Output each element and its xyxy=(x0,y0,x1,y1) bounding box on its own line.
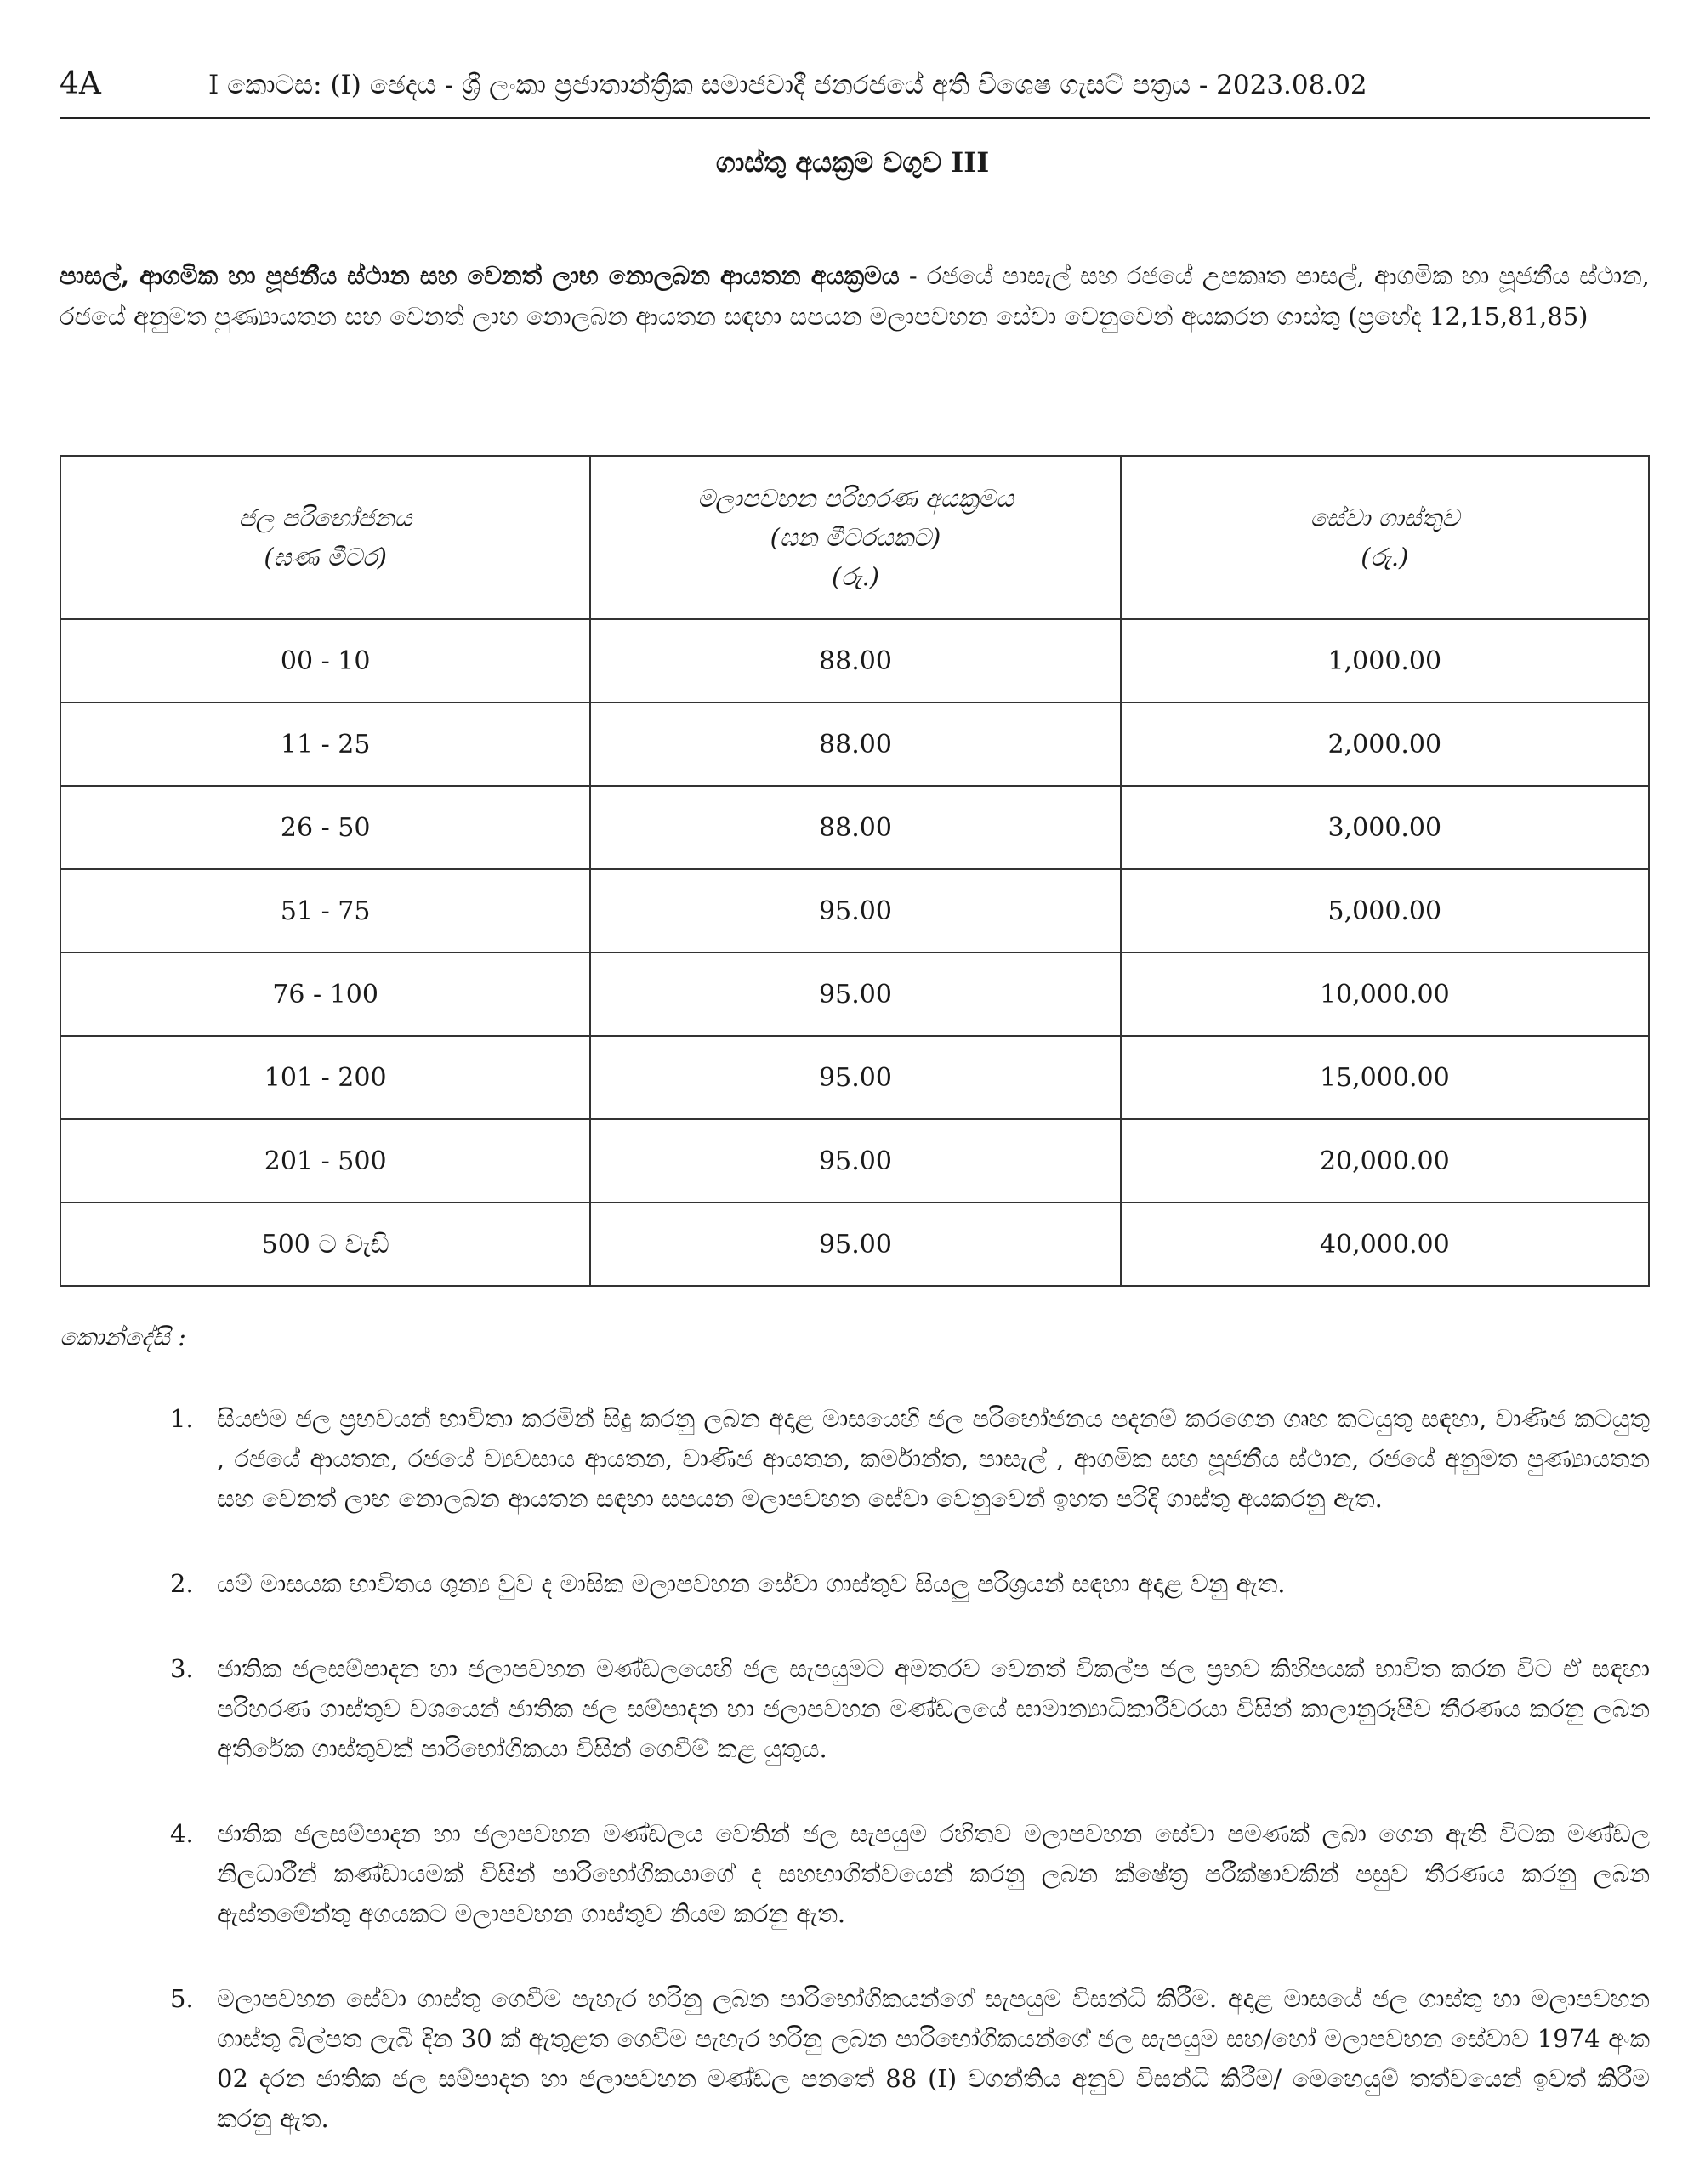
conditions-heading: කොන්දේසි : xyxy=(60,1322,186,1351)
table-row xyxy=(60,619,1649,702)
header-service-charge: සේවා ගාස්තුව (රු.) xyxy=(1121,456,1649,619)
cell-charge: 10,000.00 xyxy=(1121,953,1649,1036)
cell-rate: 95.00 xyxy=(590,953,1120,1036)
table-row xyxy=(60,953,1649,1036)
condition-number: 1. xyxy=(170,1404,194,1433)
cell-charge: 40,000.00 xyxy=(1121,1203,1649,1286)
condition-text: සියළුම ජල ප්‍රභවයන් භාවිතා කරමින් සිදු කරනු ලබන අදාළ මාසයෙහි ජල පරිභෝජනය පදනම් කරගෙන ගෘහ කටයුතු සඳහා, වාණිජ කටයුතු , රජයේ ආයතන, රජයේ ව්‍යවසාය ආයතන, වාණිජ ආයතන, කර්මාන්ත, පාසැල් , ආගමික සහ පූජනීය ස්ථාන, රජයේ අනුමත පුණ්‍යායතන සහ වෙනත් ලාභ නොලබන ආයතන සඳහා සපයන මලාපවහන සේවා වෙනුවෙන් ඉහත පරිදි ගාස්තු අයකරනු ඇත. xyxy=(217,1404,1650,1513)
intro-paragraph xyxy=(60,255,1650,337)
table-row xyxy=(60,1119,1649,1203)
table-row xyxy=(60,786,1649,869)
page-number: 4A xyxy=(60,66,101,101)
cell-charge: 20,000.00 xyxy=(1121,1119,1649,1203)
cell-charge: 2,000.00 xyxy=(1121,702,1649,786)
condition-item xyxy=(60,1814,1650,1934)
condition-item xyxy=(60,1564,1650,1604)
condition-text: යම් මාසයක භාවිතය ශුන්‍ය වුව ද මාසික මලාපවහන සේවා ගාස්තුව සියලු පරිශ්‍රයන් සඳහා අදාළ වනු ඇත. xyxy=(217,1569,1286,1598)
condition-number: 3. xyxy=(170,1654,194,1683)
table-header-row xyxy=(60,456,1649,619)
condition-item xyxy=(60,1649,1650,1769)
cell-rate: 95.00 xyxy=(590,1036,1120,1119)
intro-rest: - රජයේ පාසැල් සහ රජයේ උපකෘත පාසල්, ආගමික හා පූජනීය ස්ථාන, රජයේ අනුමත පුණ්‍යායතන සහ වෙනත් ලාභ නොලබන ආයතන සඳහා සපයන මලාපවහන සේවා වෙනුවෙන් අයකරන ගාස්තු (ප්‍රභේද 12,15,81,85) xyxy=(60,261,1650,331)
cell-consumption: 201 - 500 xyxy=(60,1119,590,1203)
cell-rate: 95.00 xyxy=(590,869,1120,953)
cell-consumption: 26 - 50 xyxy=(60,786,590,869)
page-header xyxy=(60,60,1648,119)
cell-consumption: 51 - 75 xyxy=(60,869,590,953)
section-title: ගාස්තු අයක්‍රම වගුව III xyxy=(715,146,990,179)
condition-number: 2. xyxy=(170,1569,194,1598)
cell-consumption: 101 - 200 xyxy=(60,1036,590,1119)
cell-rate: 88.00 xyxy=(590,619,1120,702)
cell-rate: 88.00 xyxy=(590,786,1120,869)
cell-rate: 95.00 xyxy=(590,1203,1120,1286)
table-row xyxy=(60,869,1649,953)
table-row xyxy=(60,1036,1649,1119)
tariff-table xyxy=(60,455,1650,1287)
intro-bold: පාසල්, ආගමික හා පූජනීය ස්ථාන සහ වෙනත් ලාභ නොලබන ආයතන අයක්‍රමය xyxy=(60,261,900,290)
cell-rate: 88.00 xyxy=(590,702,1120,786)
condition-item xyxy=(60,1979,1650,2139)
cell-consumption: 11 - 25 xyxy=(60,702,590,786)
cell-consumption: 500 ට වැඩි xyxy=(60,1203,590,1286)
condition-text: ජාතික ජලසම්පාදන හා ජලාපවහන මණ්ඩලය වෙතින් ජල සැපයුම රහිතව මලාපවහන සේවා පමණක් ලබා ගෙන ඇති විටක මණ්ඩල නිලධාරීන් කණ්ඩායමක් විසින් පාරිභෝගිකයාගේ ද සහභාගිත්වයෙන් කරනු ලබන ක්ෂේත්‍ර පරීක්ෂාවකින් පසුව තීරණය කරනු ලබන ඇස්තමේන්තු අගයකට මලාපවහන ගාස්තුව නියම කරනු ඇත. xyxy=(217,1819,1650,1928)
cell-rate: 95.00 xyxy=(590,1119,1120,1203)
header-water-consumption: ජල පරිභෝජනය (ඝණ මීටර) xyxy=(60,456,590,619)
cell-charge: 3,000.00 xyxy=(1121,786,1649,869)
conditions-list xyxy=(60,1399,1650,2184)
running-title: I කොටස: (I) ඡෙදය - ශ්‍රී ලංකා ප්‍රජාතාන්ත්‍රික සමාජවාදී ජනරජයේ අති විශෙෂ ගැසට් පත්‍රය - 2023.08.02 xyxy=(208,70,1367,100)
cell-charge: 5,000.00 xyxy=(1121,869,1649,953)
header-sewerage-rate: මලාපවහන පරිහරණ අයක්‍රමය (ඝන මීටරයකට) (රු.) xyxy=(590,456,1120,619)
table-row xyxy=(60,702,1649,786)
condition-number: 5. xyxy=(170,1984,194,2013)
cell-charge: 15,000.00 xyxy=(1121,1036,1649,1119)
condition-item xyxy=(60,1399,1650,1519)
condition-text: ජාතික ජලසම්පාදන හා ජලාපවහන මණ්ඩලයෙහි ජල සැපයුමට අමතරව වෙනත් විකල්ප ජල ප්‍රභව කිහිපයක් භාවිත කරන විට ඒ සඳහා පරිහරණ ගාස්තුව වශයෙන් ජාතික ජල සම්පාදන හා ජලාපවහන මණ්ඩලයේ සාමාන්‍යාධිකාරීවරයා විසින් කාලානුරූපීව තීරණය කරනු ලබන අතිරේක ගාස්තුවක් පාරිභෝගිකයා විසින් ගෙවීම් කළ යුතුය. xyxy=(217,1654,1650,1763)
cell-consumption: 00 - 10 xyxy=(60,619,590,702)
cell-consumption: 76 - 100 xyxy=(60,953,590,1036)
header-rule xyxy=(60,117,1650,119)
cell-charge: 1,000.00 xyxy=(1121,619,1649,702)
condition-number: 4. xyxy=(170,1819,194,1848)
table-row xyxy=(60,1203,1649,1286)
condition-text: මලාපවහන සේවා ගාස්තු ගෙවීම පැහැර හරිනු ලබන පාරිභෝගිකයන්ගේ සැපයුම විසන්ධි කිරීම. අදාළ මාසයේ ජල ගාස්තු හා මලාපවහන ගාස්තු බිල්පත ලැබී දින 30 ක් ඇතුළත ගෙවීම පැහැර හරිනු ලබන පාරිභෝගිකයන්ගේ ජල සැපයුම සහ/හෝ මලාපවහන සේවාව 1974 අංක 02 දරන ජාතික ජල සම්පාදන හා ජලාපවහන මණ්ඩල පනතේ 88 (I) වගන්තිය අනුව විසන්ධි කිරීම/ මෙහෙයුම් තත්වයෙන් ඉවත් කිරීම කරනු ඇත. xyxy=(217,1984,1650,2133)
